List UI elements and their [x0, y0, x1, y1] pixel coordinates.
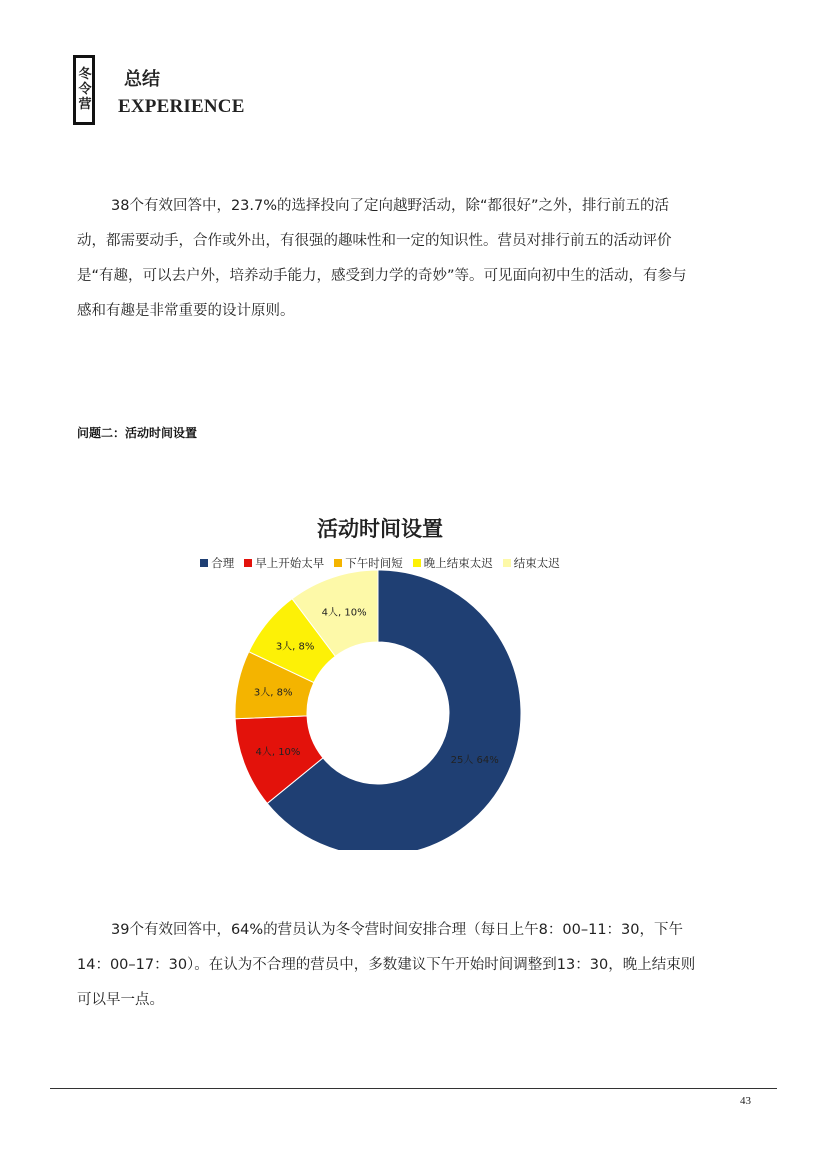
- chart-title: 活动时间设置: [317, 517, 443, 541]
- donut-data-label: 4人, 10%: [321, 607, 367, 619]
- page-header: [70, 55, 370, 130]
- donut-data-label: 25人 64%: [450, 754, 499, 766]
- legend-label: 合理: [211, 556, 235, 570]
- section-heading: 问题二：活动时间设置: [77, 426, 198, 440]
- legend-label: 早上开始太早: [255, 556, 325, 570]
- vertical-label-char: 冬: [78, 67, 92, 82]
- header-title-en: EXPERIENCE: [118, 96, 245, 117]
- legend-label: 下午时间短: [345, 556, 403, 570]
- donut-data-label: 4人, 10%: [255, 746, 301, 758]
- vertical-section-label: [76, 67, 94, 112]
- donut-chart: [180, 505, 580, 850]
- page-number: 43: [740, 1095, 751, 1107]
- body-paragraph-1: 38个有效回答中，23.7%的选择投向了定向越野活动，除“都很好”之外，排行前五的活动，都需要动手，合作或外出，有很强的趣味性和一定的知识性。营员对排行前五的活动评价是“有趣，可以去户外，培养动手能力，感受到力学的奇妙”等。可见面向初中生的活动，有参与感和有趣是非常重要的设计原则。: [77, 198, 687, 319]
- donut-data-label: 3人, 8%: [275, 641, 315, 653]
- legend-label: 晚上结束太迟: [423, 556, 493, 570]
- vertical-label-char: 营: [78, 97, 92, 112]
- donut-data-label: 3人, 8%: [253, 687, 293, 699]
- donut-svg: [180, 505, 580, 850]
- header-title-cn: 总结: [124, 69, 160, 90]
- footer-divider: [50, 1088, 777, 1089]
- legend-label: 结束太迟: [513, 556, 560, 570]
- vertical-label-char: 令: [78, 82, 92, 97]
- body-paragraph-2: 39个有效回答中，64%的营员认为冬令营时间安排合理（每日上午8：00–11：30，下午14：00–17：30）。在认为不合理的营员中，多数建议下午开始时间调整到13：30，晚上结束则可以早一点。: [77, 922, 696, 1008]
